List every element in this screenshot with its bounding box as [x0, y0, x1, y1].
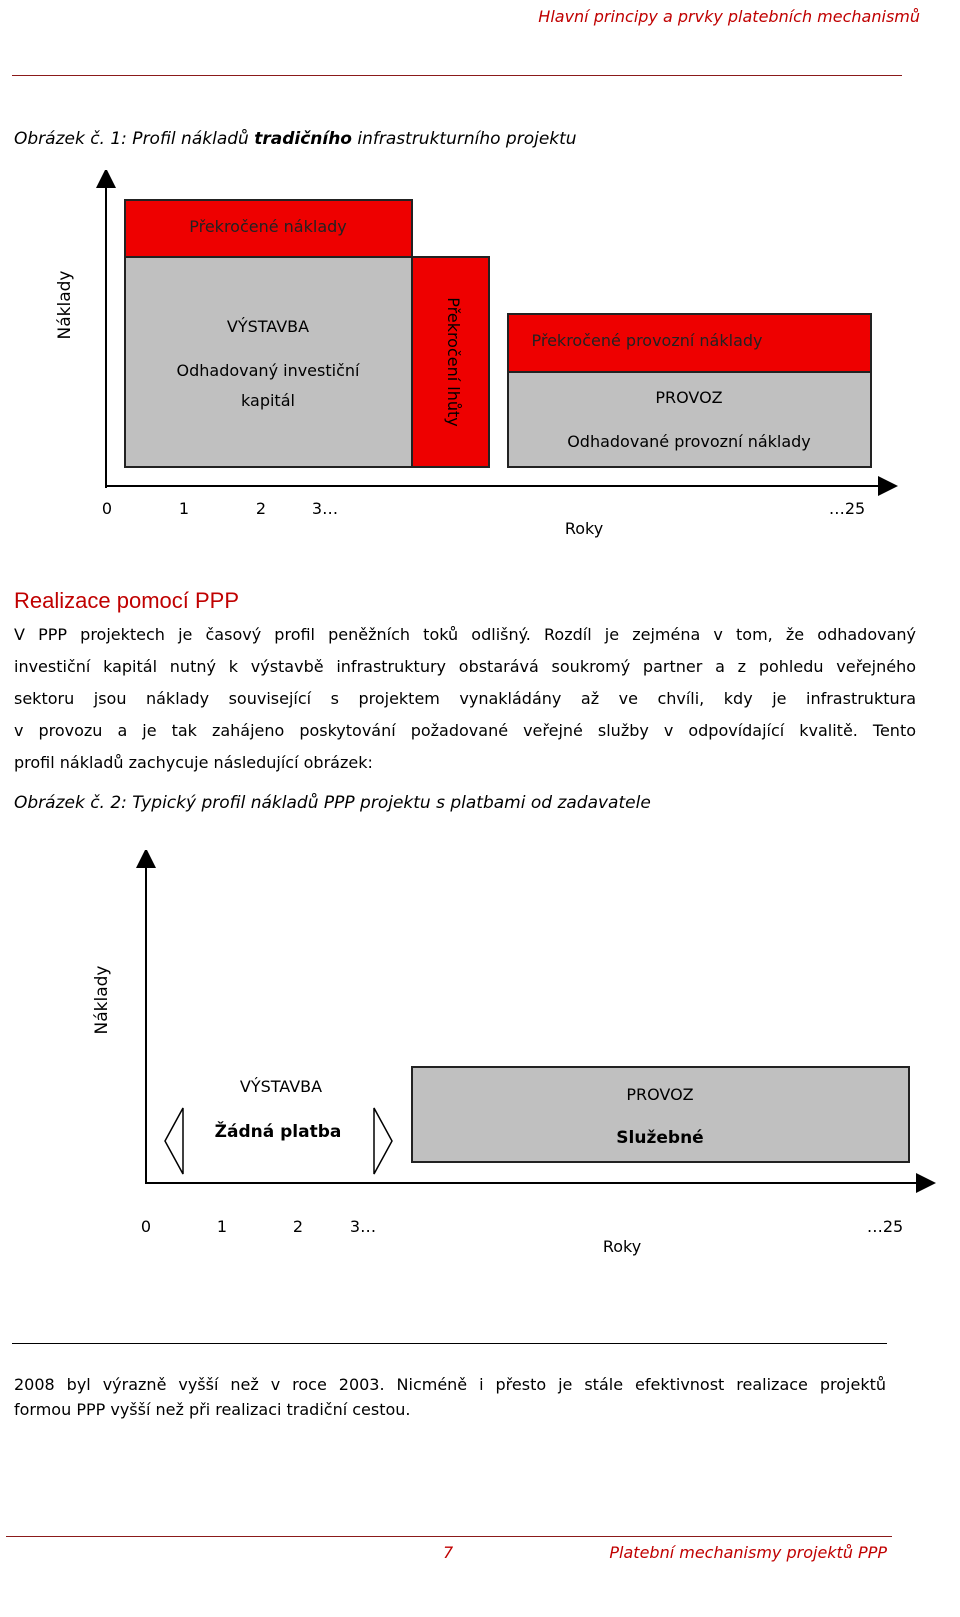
figure2-tick: 3…	[349, 1217, 377, 1236]
figure1-x-label: Roky	[564, 519, 604, 538]
footnote-line: formou PPP vyšší než při realizaci tradiční cestou.	[14, 1400, 411, 1419]
operation-label: PROVOZ	[655, 388, 723, 407]
paragraph-line: sektoru jsou náklady související s projektem vynakládány až ve chvíli, kdy je infrastruktura	[14, 689, 916, 708]
service-label: Služebné	[616, 1128, 704, 1148]
page-number: 7	[443, 1543, 454, 1562]
figure1-tick: 1	[178, 499, 190, 518]
footer-rule	[6, 1536, 892, 1537]
figure2-x-label: Roky	[602, 1237, 642, 1256]
running-header: Hlavní principy a prvky platebních mechanismů	[538, 7, 920, 26]
figure2-chart	[0, 850, 960, 1270]
figure2-tick: 2	[292, 1217, 304, 1236]
section-paragraph	[14, 619, 916, 779]
no-payment-label: Žádná platba	[214, 1122, 342, 1142]
figure2-tick: 1	[216, 1217, 228, 1236]
construction-label: VÝSTAVBA	[239, 1077, 323, 1096]
operation-block	[508, 372, 871, 467]
paragraph-line: V PPP projektech je časový profil peněžních toků odlišný. Rozdíl je zejména v tom, že odhadovaný	[14, 625, 916, 644]
figure1-tick: …25	[828, 499, 866, 518]
operation-sub: Odhadované provozní náklady	[567, 432, 811, 451]
section-heading: Realizace pomocí PPP	[14, 588, 239, 613]
figure1-tick: 0	[101, 499, 113, 518]
operation-label: PROVOZ	[626, 1085, 694, 1104]
figure1-y-label: Náklady	[55, 270, 75, 340]
construction-sub1: Odhadovaný investiční	[176, 361, 360, 380]
figure1-tick: 2	[255, 499, 267, 518]
construction-label: VÝSTAVBA	[226, 317, 310, 336]
figure2-tick: 0	[140, 1217, 152, 1236]
figure1-tick: 3…	[311, 499, 339, 518]
figure1-caption: Obrázek č. 1: Profil nákladů tradičního infrastrukturního projektu	[14, 129, 577, 149]
overrun-deadline-label: Překročení lhůty	[444, 297, 463, 427]
figure2-y-label: Náklady	[92, 965, 112, 1035]
figure2-tick: …25	[866, 1217, 904, 1236]
paragraph-line: investiční kapitál nutný k výstavbě infrastruktury obstarává soukromý partner a z pohledu veřejného	[14, 657, 916, 676]
figure2-caption: Obrázek č. 2: Typický profil nákladů PPP projektu s platbami od zadavatele	[14, 793, 651, 813]
footnote	[14, 1372, 886, 1422]
overrun-operating-label: Překročené provozní náklady	[531, 331, 763, 350]
right-bracket-arrow	[374, 1108, 392, 1174]
footer-title: Platební mechanismy projektů PPP	[609, 1543, 887, 1562]
footnote-rule	[12, 1343, 887, 1344]
header-rule	[12, 75, 902, 76]
construction-sub2: kapitál	[241, 391, 295, 410]
figure1-chart	[0, 170, 960, 550]
paragraph-line: profil nákladů zachycuje následující obrázek:	[14, 753, 373, 772]
overrun-costs-label: Překročené náklady	[189, 217, 347, 236]
left-bracket-arrow	[165, 1108, 183, 1174]
paragraph-line: v provozu a je tak zahájeno poskytování požadované veřejné služby v odpovídající kvalitě. Tento	[14, 721, 916, 740]
footnote-line: 2008 byl výrazně vyšší než v roce 2003. Nicméně i přesto je stále efektivnost realizace projektů	[14, 1375, 886, 1394]
